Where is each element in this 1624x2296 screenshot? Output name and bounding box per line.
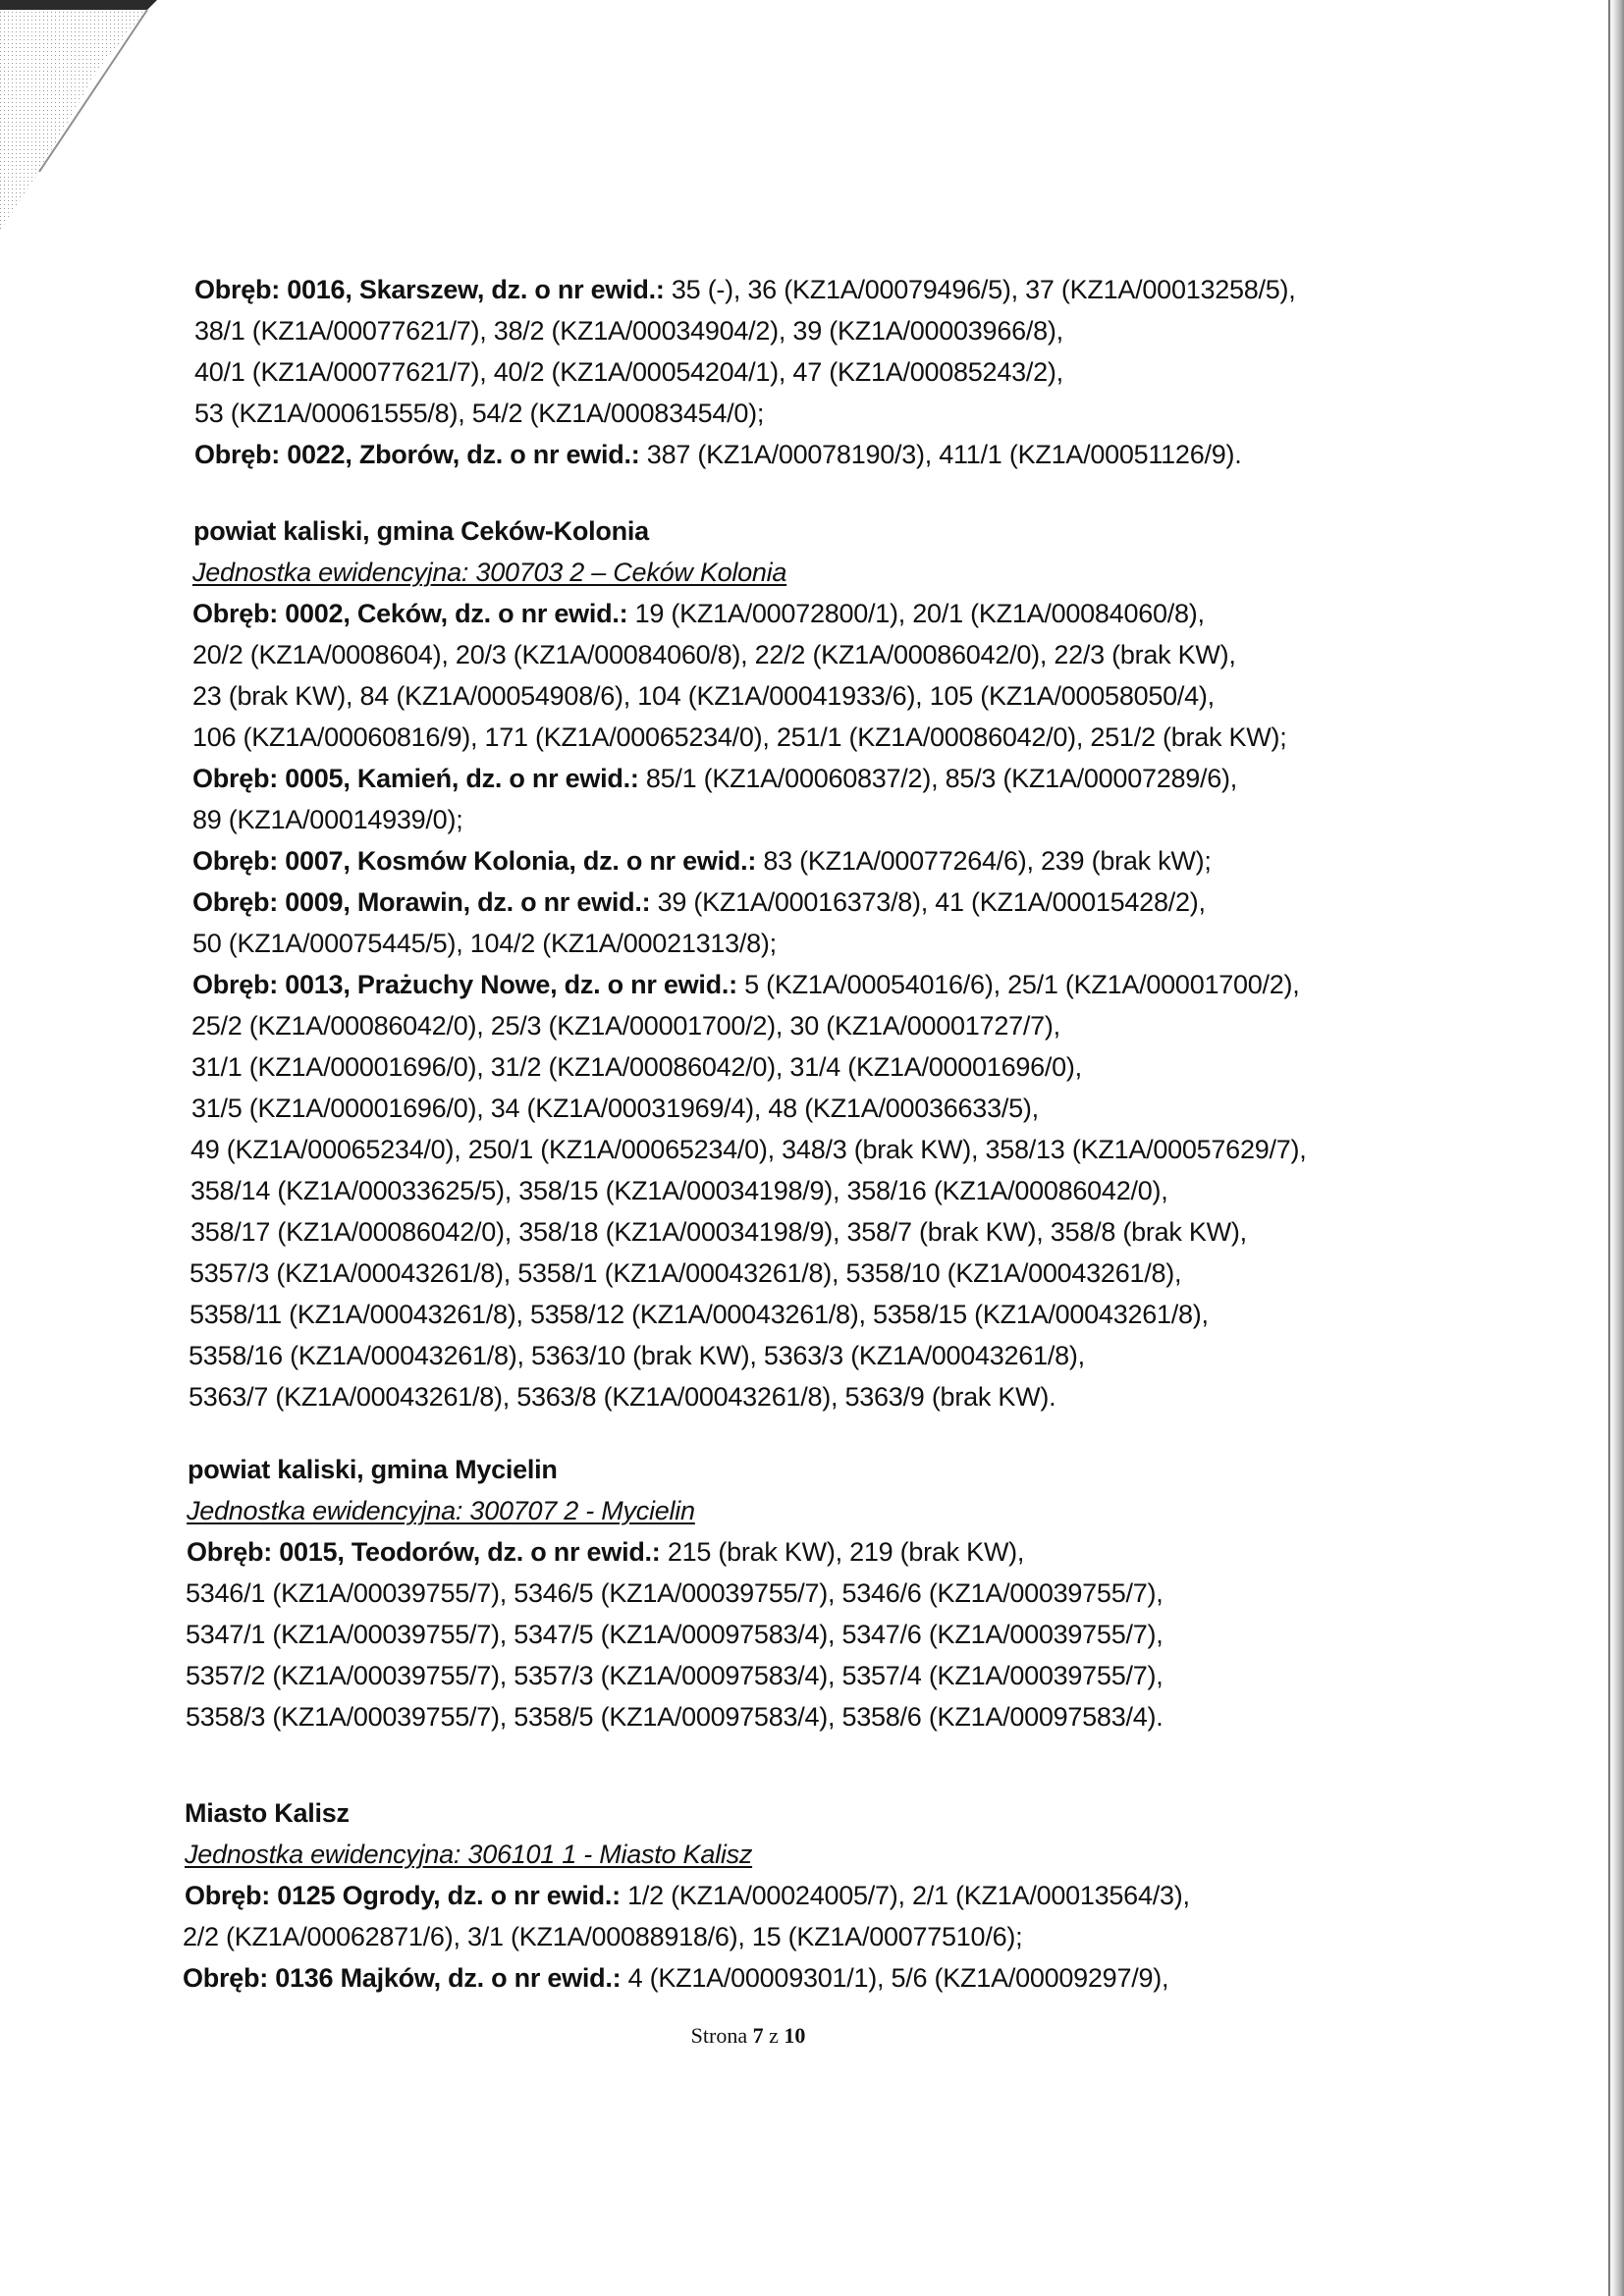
parcel-line bbox=[192, 968, 1300, 1001]
parcel-line bbox=[186, 1618, 1163, 1651]
parcel-line bbox=[189, 1298, 1209, 1331]
line-text: 31/1 (KZ1A/00001696/0), 31/2 (KZ1A/00086042/0), 31/4 (KZ1A/00001696/0), bbox=[191, 1052, 1082, 1082]
line-text: 19 (KZ1A/00072800/1), 20/1 (KZ1A/00084060/8), bbox=[627, 599, 1205, 628]
precinct-label: Obręb: 0016, Skarszew, dz. o nr ewid.: bbox=[194, 275, 665, 304]
footer-page-number: 7 bbox=[752, 2023, 764, 2048]
line-text: Miasto Kalisz bbox=[185, 1798, 350, 1828]
parcel-line bbox=[191, 1009, 1060, 1042]
parcel-line bbox=[192, 721, 1286, 754]
line-text: 89 (KZ1A/00014939/0); bbox=[192, 805, 463, 834]
parcel-line bbox=[189, 1380, 1056, 1414]
line-text: 5357/3 (KZ1A/00043261/8), 5358/1 (KZ1A/00043261/8), 5358/10 (KZ1A/00043261/8), bbox=[189, 1258, 1182, 1288]
parcel-line bbox=[190, 1133, 1306, 1166]
precinct-label: Obręb: 0136 Majków, dz. o nr ewid.: bbox=[183, 1963, 622, 1993]
parcel-line bbox=[186, 1576, 1163, 1610]
line-text: 2/2 (KZ1A/00062871/6), 3/1 (KZ1A/00088918/6), 15 (KZ1A/00077510/6); bbox=[183, 1922, 1023, 1951]
precinct-label: Obręb: 0007, Kosmów Kolonia, dz. o nr ewid.: bbox=[192, 846, 757, 876]
registry-unit-line bbox=[192, 556, 786, 589]
parcel-line bbox=[194, 314, 1063, 347]
line-text: powiat kaliski, gmina Ceków-Kolonia bbox=[193, 516, 649, 546]
parcel-line bbox=[187, 1535, 1024, 1569]
line-text: 53 (KZ1A/00061555/8), 54/2 (KZ1A/00083454/0); bbox=[194, 399, 765, 428]
line-text: 20/2 (KZ1A/0008604), 20/3 (KZ1A/00084060/8), 22/2 (KZ1A/00086042/0), 22/3 (brak KW), bbox=[192, 640, 1236, 669]
registry-unit-line bbox=[187, 1494, 695, 1527]
parcel-line bbox=[192, 597, 1205, 630]
line-text: 358/14 (KZ1A/00033625/5), 358/15 (KZ1A/00034198/9), 358/16 (KZ1A/00086042/0), bbox=[190, 1176, 1168, 1205]
parcel-line bbox=[192, 638, 1236, 671]
line-text: 5358/3 (KZ1A/00039755/7), 5358/5 (KZ1A/00097583/4), 5358/6 (KZ1A/00097583/4). bbox=[186, 1702, 1164, 1732]
parcel-line bbox=[183, 1920, 1022, 1953]
precinct-label: Obręb: 0015, Teodorów, dz. o nr ewid.: bbox=[187, 1537, 661, 1567]
precinct-label: Obręb: 0002, Ceków, dz. o nr ewid.: bbox=[192, 599, 628, 628]
line-text: 5358/16 (KZ1A/00043261/8), 5363/10 (brak KW), 5363/3 (KZ1A/00043261/8), bbox=[189, 1341, 1085, 1370]
registry-unit-line bbox=[185, 1838, 752, 1871]
line-text: 5358/11 (KZ1A/00043261/8), 5358/12 (KZ1A/00043261/8), 5358/15 (KZ1A/00043261/8), bbox=[189, 1300, 1209, 1329]
footer-prefix: Strona bbox=[690, 2023, 753, 2048]
line-text: 38/1 (KZ1A/00077621/7), 38/2 (KZ1A/00034904/2), 39 (KZ1A/00003966/8), bbox=[194, 316, 1063, 346]
line-text: 85/1 (KZ1A/00060837/2), 85/3 (KZ1A/00007289/6), bbox=[638, 764, 1238, 793]
line-text: 4 (KZ1A/00009301/1), 5/6 (KZ1A/00009297/9), bbox=[621, 1963, 1169, 1993]
line-text: 1/2 (KZ1A/00024005/7), 2/1 (KZ1A/00013564/3), bbox=[620, 1881, 1190, 1910]
line-text: 25/2 (KZ1A/00086042/0), 25/3 (KZ1A/00001700/2), 30 (KZ1A/00001727/7), bbox=[191, 1011, 1060, 1041]
precinct-label: Obręb: 0022, Zborów, dz. o nr ewid.: bbox=[194, 440, 640, 469]
parcel-line bbox=[183, 1961, 1168, 1995]
parcel-line bbox=[190, 1215, 1247, 1249]
line-text: 387 (KZ1A/00078190/3), 411/1 (KZ1A/00051126/9). bbox=[639, 440, 1242, 469]
parcel-line bbox=[190, 1174, 1167, 1207]
parcel-line bbox=[192, 803, 462, 836]
section-heading bbox=[188, 1453, 558, 1486]
line-text: 49 (KZ1A/00065234/0), 250/1 (KZ1A/00065234/0), 348/3 (brak KW), 358/13 (KZ1A/00057629/7), bbox=[190, 1135, 1307, 1164]
page-footer bbox=[0, 2022, 1496, 2050]
parcel-line bbox=[192, 927, 777, 960]
line-text: 5 (KZ1A/00054016/6), 25/1 (KZ1A/00001700/2), bbox=[736, 970, 1300, 999]
parcel-line bbox=[192, 844, 1212, 878]
line-text: Jednostka ewidencyjna: 306101 1 - Miasto Kalisz bbox=[185, 1840, 753, 1869]
line-text: 5357/2 (KZ1A/00039755/7), 5357/3 (KZ1A/00097583/4), 5357/4 (KZ1A/00039755/7), bbox=[186, 1661, 1164, 1690]
line-text: 5363/7 (KZ1A/00043261/8), 5363/8 (KZ1A/00043261/8), 5363/9 (brak KW). bbox=[189, 1382, 1056, 1412]
parcel-line bbox=[194, 438, 1241, 471]
line-text: 35 (-), 36 (KZ1A/00079496/5), 37 (KZ1A/00013258/5), bbox=[664, 275, 1296, 304]
precinct-label: Obręb: 0013, Prażuchy Nowe, dz. o nr ewid.: bbox=[192, 970, 737, 999]
line-text: Jednostka ewidencyjna: 300707 2 - Mycielin bbox=[187, 1496, 695, 1525]
line-text: 40/1 (KZ1A/00077621/7), 40/2 (KZ1A/00054204/1), 47 (KZ1A/00085243/2), bbox=[194, 357, 1063, 387]
parcel-line bbox=[191, 1092, 1039, 1125]
parcel-line bbox=[189, 1256, 1181, 1290]
section-heading bbox=[193, 514, 649, 548]
parcel-line bbox=[185, 1879, 1190, 1912]
parcel-line bbox=[194, 273, 1296, 306]
parcel-line bbox=[189, 1339, 1085, 1372]
parcel-line bbox=[192, 679, 1215, 713]
parcel-line bbox=[194, 355, 1063, 389]
line-text: 83 (KZ1A/00077264/6), 239 (brak kW); bbox=[756, 846, 1212, 876]
scan-artifact-corner bbox=[0, 0, 167, 236]
line-text: 106 (KZ1A/00060816/9), 171 (KZ1A/00065234/0), 251/1 (KZ1A/00086042/0), 251/2 (brak KW); bbox=[192, 722, 1287, 752]
precinct-label: Obręb: 0125 Ogrody, dz. o nr ewid.: bbox=[185, 1881, 621, 1910]
line-text: 39 (KZ1A/00016373/8), 41 (KZ1A/00015428/2), bbox=[650, 887, 1206, 917]
precinct-label: Obręb: 0005, Kamień, dz. o nr ewid.: bbox=[192, 764, 639, 793]
line-text: powiat kaliski, gmina Mycielin bbox=[188, 1455, 558, 1484]
footer-middle: z bbox=[763, 2023, 785, 2048]
precinct-label: Obręb: 0009, Morawin, dz. o nr ewid.: bbox=[192, 887, 651, 917]
line-text: 358/17 (KZ1A/00086042/0), 358/18 (KZ1A/00034198/9), 358/7 (brak KW), 358/8 (brak KW), bbox=[190, 1217, 1247, 1247]
line-text: 5346/1 (KZ1A/00039755/7), 5346/5 (KZ1A/00039755/7), 5346/6 (KZ1A/00039755/7), bbox=[186, 1578, 1164, 1608]
line-text: 23 (brak KW), 84 (KZ1A/00054908/6), 104 (KZ1A/00041933/6), 105 (KZ1A/00058050/4), bbox=[192, 681, 1215, 711]
parcel-line bbox=[186, 1659, 1163, 1692]
parcel-line bbox=[186, 1700, 1163, 1734]
scan-artifact-edge-line bbox=[1608, 0, 1610, 2296]
parcel-line bbox=[194, 397, 764, 430]
parcel-line bbox=[192, 762, 1237, 795]
footer-page-total: 10 bbox=[784, 2023, 806, 2048]
line-text: 5347/1 (KZ1A/00039755/7), 5347/5 (KZ1A/00097583/4), 5347/6 (KZ1A/00039755/7), bbox=[186, 1620, 1164, 1649]
section-heading bbox=[185, 1796, 350, 1830]
parcel-line bbox=[192, 885, 1206, 919]
line-text: 215 (brak KW), 219 (brak KW), bbox=[660, 1537, 1025, 1567]
line-text: 50 (KZ1A/00075445/5), 104/2 (KZ1A/00021313/8); bbox=[192, 929, 777, 958]
line-text: 31/5 (KZ1A/00001696/0), 34 (KZ1A/00031969/4), 48 (KZ1A/00036633/5), bbox=[191, 1094, 1039, 1123]
parcel-line bbox=[191, 1050, 1082, 1084]
line-text: Jednostka ewidencyjna: 300703 2 – Ceków Kolonia bbox=[192, 558, 787, 587]
